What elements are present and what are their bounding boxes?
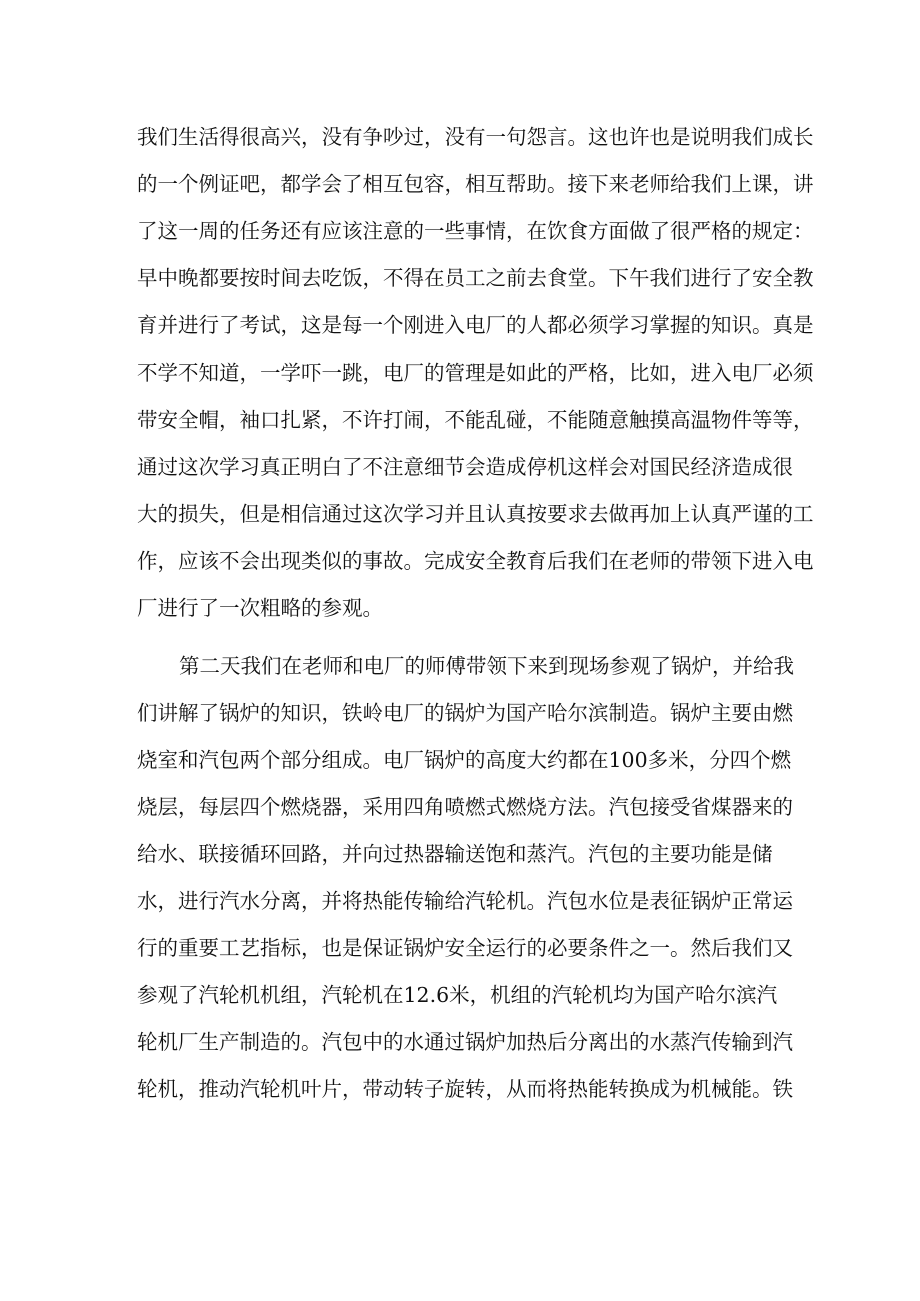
paragraph-1-line-9: 大的损失，但是相信通过这次学习并且认真按要求去做再加上认真严谨的工 bbox=[137, 502, 814, 526]
paragraph-2-line-4: 烧层，每层四个燃烧器，采用四角喷燃式燃烧方法。汽包接受省煤器来的 bbox=[137, 795, 793, 819]
paragraph-1-line-5: 育并进行了考试，这是每一个刚进入电厂的人都必须学习掌握的知识。真是 bbox=[137, 313, 814, 337]
paragraph-1-line-8: 通过这次学习真正明白了不注意细节会造成停机这样会对国民经济造成很 bbox=[137, 455, 793, 479]
paragraph-2-line-3: 烧室和汽包两个部分组成。电厂锅炉的高度大约都在100多米，分四个燃 bbox=[137, 748, 792, 772]
paragraph-2-line-10: 轮机，推动汽轮机叶片，带动转子旋转，从而将热能转换成为机械能。铁 bbox=[137, 1077, 793, 1101]
paragraph-1-line-10: 作，应该不会出现类似的事故。完成安全教育后我们在老师的带领下进入电 bbox=[137, 549, 814, 573]
paragraph-1-line-1: 我们生活得很高兴，没有争吵过，没有一句怨言。这也许也是说明我们成长 bbox=[137, 125, 814, 149]
paragraph-2-line-1: 第二天我们在老师和电厂的师傅带领下来到现场参观了锅炉，并给我 bbox=[179, 654, 794, 678]
paragraph-2-line-6: 水，进行汽水分离，并将热能传输给汽轮机。汽包水位是表征锅炉正常运 bbox=[137, 889, 793, 913]
paragraph-2-line-7: 行的重要工艺指标，也是保证锅炉安全运行的必要条件之一。然后我们又 bbox=[137, 936, 793, 960]
paragraph-2-line-5: 给水、联接循环回路，并向过热器输送饱和蒸汽。汽包的主要功能是储 bbox=[137, 842, 773, 866]
paragraph-1-line-11: 厂进行了一次粗略的参观。 bbox=[137, 596, 383, 620]
paragraph-2-line-2: 们讲解了锅炉的知识，铁岭电厂的锅炉为国产哈尔滨制造。锅炉主要由燃 bbox=[137, 701, 793, 725]
paragraph-2-line-9: 轮机厂生产制造的。汽包中的水通过锅炉加热后分离出的水蒸汽传输到汽 bbox=[137, 1030, 793, 1054]
paragraph-1-line-7: 带安全帽，袖口扎紧，不许打闹，不能乱碰，不能随意触摸高温物件等等， bbox=[137, 408, 814, 432]
paragraph-2-line-8: 参观了汽轮机机组，汽轮机在12.6米，机组的汽轮机均为国产哈尔滨汽 bbox=[137, 983, 778, 1007]
paragraph-1-line-4: 早中晚都要按时间去吃饭，不得在员工之前去食堂。下午我们进行了安全教 bbox=[137, 266, 814, 290]
paragraph-1-line-6: 不学不知道，一学吓一跳，电厂的管理是如此的严格，比如，进入电厂必须 bbox=[137, 361, 814, 385]
paragraph-1-line-2: 的一个例证吧，都学会了相互包容，相互帮助。接下来老师给我们上课，讲 bbox=[137, 172, 814, 196]
paragraph-1-line-3: 了这一周的任务还有应该注意的一些事情，在饮食方面做了很严格的规定： bbox=[137, 219, 814, 243]
